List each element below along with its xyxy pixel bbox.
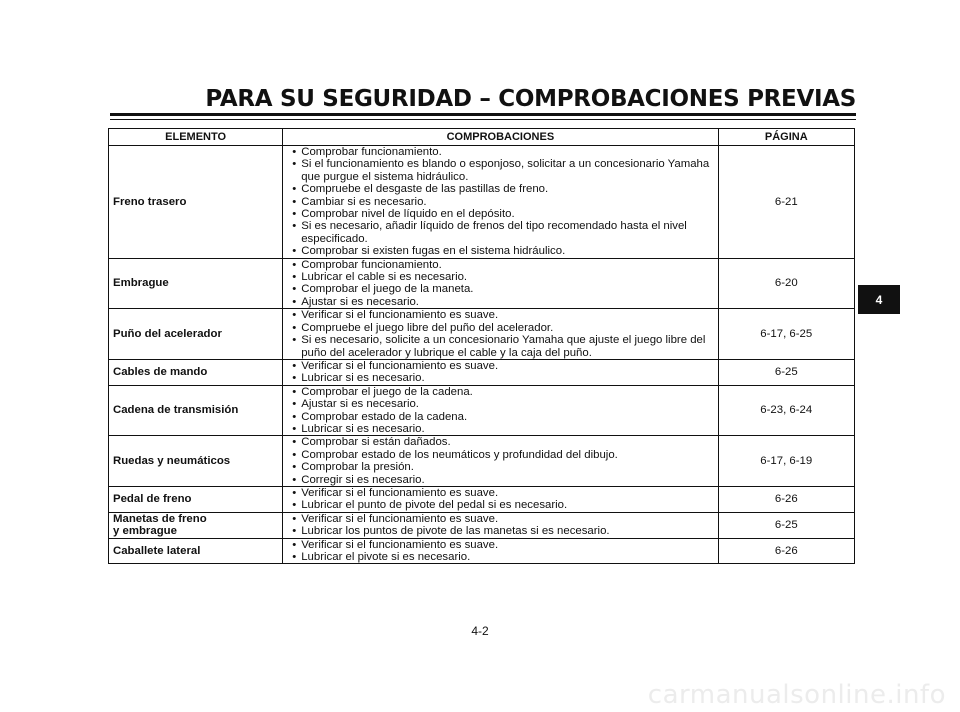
check-item: • Lubricar el pivote si es necesario. <box>283 551 715 563</box>
checks-cell <box>283 385 718 436</box>
checks-cell <box>283 512 718 538</box>
table-row <box>109 486 855 512</box>
checks-cell <box>283 436 718 487</box>
check-item: • Comprobar funcionamiento. <box>283 146 715 158</box>
chapter-tab: 4 <box>858 285 900 314</box>
check-item: • Si es necesario, solicite a un concesionario Yamaha que ajuste el juego libre del puño del acelerador y lubrique el cable y la caja del puño. <box>283 334 715 359</box>
column-header-comprobaciones: COMPROBACIONES <box>283 129 718 146</box>
check-item: • Lubricar el cable si es necesario. <box>283 271 715 283</box>
element-cell: Ruedas y neumáticos <box>109 436 283 487</box>
table-row <box>109 538 855 564</box>
page-cell: 6-25 <box>718 359 854 385</box>
table-row <box>109 436 855 487</box>
checks-cell <box>283 309 718 360</box>
check-item: • Verificar si el funcionamiento es suave. <box>283 513 715 525</box>
page-cell: 6-26 <box>718 538 854 564</box>
check-item: • Lubricar si es necesario. <box>283 372 715 384</box>
check-item: • Comprobar el juego de la cadena. <box>283 386 715 398</box>
checks-cell <box>283 359 718 385</box>
page-cell: 6-20 <box>718 258 854 309</box>
table-header-row <box>109 129 855 146</box>
check-item: • Comprobar si están dañados. <box>283 436 715 448</box>
check-item: • Lubricar los puntos de pivote de las manetas si es necesario. <box>283 525 715 537</box>
check-item: • Si el funcionamiento es blando o esponjoso, solicitar a un concesionario Yamaha que purgue el sistema hidráulico. <box>283 158 715 183</box>
check-item: • Comprobar nivel de líquido en el depósito. <box>283 208 715 220</box>
checks-cell <box>283 258 718 309</box>
check-item: • Comprobar estado de los neumáticos y profundidad del dibujo. <box>283 449 715 461</box>
check-item: • Corregir si es necesario. <box>283 474 715 486</box>
table-row <box>109 512 855 538</box>
table-row <box>109 309 855 360</box>
page-cell: 6-26 <box>718 486 854 512</box>
element-cell: Cadena de transmisión <box>109 385 283 436</box>
check-item: • Verificar si el funcionamiento es suave. <box>283 539 715 551</box>
page-number: 4-2 <box>471 624 489 638</box>
check-item: • Verificar si el funcionamiento es suave. <box>283 487 715 499</box>
title-rule-thick <box>110 113 856 116</box>
check-item: • Lubricar el punto de pivote del pedal si es necesario. <box>283 499 715 511</box>
check-item: • Cambiar si es necesario. <box>283 196 715 208</box>
check-item: • Comprobar funcionamiento. <box>283 259 715 271</box>
element-cell: Manetas de freno y embrague <box>109 512 283 538</box>
check-item: • Lubricar si es necesario. <box>283 423 715 435</box>
page-cell: 6-23, 6-24 <box>718 385 854 436</box>
checks-table <box>108 128 855 564</box>
page-cell: 6-21 <box>718 146 854 259</box>
element-cell: Freno trasero <box>109 146 283 259</box>
element-cell: Caballete lateral <box>109 538 283 564</box>
check-item: • Comprobar el juego de la maneta. <box>283 283 715 295</box>
element-cell: Pedal de freno <box>109 486 283 512</box>
checks-cell <box>283 538 718 564</box>
table-row <box>109 258 855 309</box>
check-item: • Verificar si el funcionamiento es suave. <box>283 309 715 321</box>
page-cell: 6-25 <box>718 512 854 538</box>
checks-cell <box>283 486 718 512</box>
page-cell: 6-17, 6-19 <box>718 436 854 487</box>
table-row <box>109 146 855 259</box>
table-row <box>109 385 855 436</box>
table-row <box>109 359 855 385</box>
check-item: • Compruebe el juego libre del puño del acelerador. <box>283 322 715 334</box>
element-cell: Embrague <box>109 258 283 309</box>
element-cell: Puño del acelerador <box>109 309 283 360</box>
check-item: • Compruebe el desgaste de las pastillas de freno. <box>283 183 715 195</box>
check-item: • Comprobar la presión. <box>283 461 715 473</box>
page-cell: 6-17, 6-25 <box>718 309 854 360</box>
element-cell: Cables de mando <box>109 359 283 385</box>
checks-cell <box>283 146 718 259</box>
column-header-pagina: PÁGINA <box>718 129 854 146</box>
watermark-text: carmanualsonline.info <box>647 680 946 710</box>
check-item: • Comprobar si existen fugas en el sistema hidráulico. <box>283 245 715 257</box>
check-item: • Ajustar si es necesario. <box>283 398 715 410</box>
column-header-elemento: ELEMENTO <box>109 129 283 146</box>
page-title: PARA SU SEGURIDAD – COMPROBACIONES PREVIAS <box>205 86 856 112</box>
title-rule-thin <box>110 119 856 120</box>
check-item: • Si es necesario, añadir líquido de frenos del tipo recomendado hasta el nivel especificado. <box>283 220 715 245</box>
check-item: • Ajustar si es necesario. <box>283 296 715 308</box>
check-item: • Comprobar estado de la cadena. <box>283 411 715 423</box>
check-item: • Verificar si el funcionamiento es suave. <box>283 360 715 372</box>
